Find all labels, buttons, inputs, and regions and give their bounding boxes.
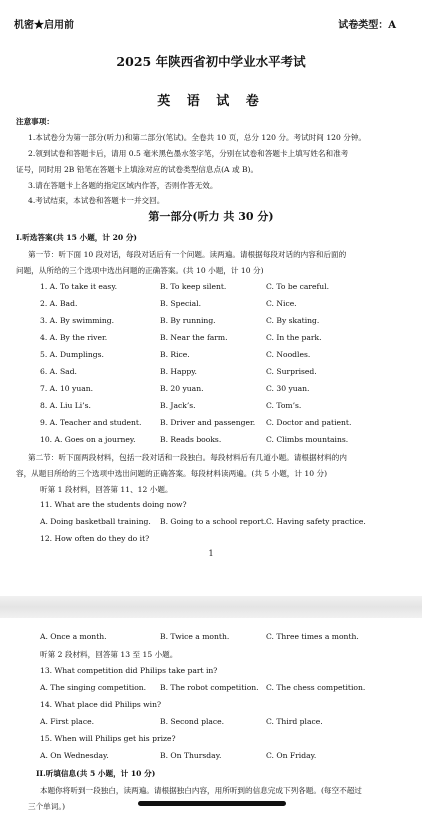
page-number: 1 (208, 549, 214, 558)
question-12: 12. How often do they do it? (40, 534, 150, 543)
question-13: 13. What competition did Philips take part in? (40, 666, 218, 675)
exam-title: 2025 年陕西省初中学业水平考试 (116, 54, 306, 69)
q3-option-c: C. By skating. (266, 316, 320, 325)
note-2-line-1: 2.领到试卷和答题卡后，请用 0.5 毫米黑色墨水签字笔，分别在试卷和答题卡上填写姓名和准考 (28, 149, 349, 158)
paper-type-label: 试卷类型：A (338, 20, 396, 31)
section1-heading: I.听选答案(共 15 小题，计 20 分) (16, 233, 138, 242)
q3-option-a: 3. A. By swimming. (40, 316, 115, 325)
q6-option-a: 6. A. Sad. (40, 367, 77, 376)
q15-option-a: A. On Wednesday. (40, 751, 109, 760)
q9-option-c: C. Doctor and patient. (266, 418, 352, 427)
q13-option-a: A. The singing competition. (40, 683, 147, 692)
q4-option-b: B. Near the farm. (160, 333, 228, 342)
q7-option-b: B. 20 yuan. (160, 384, 204, 393)
note-1: 1.本试卷分为第一部分(听力)和第二部分(笔试)。全卷共 10 页，总分 120 分。考试时间 120 分钟。 (28, 133, 367, 142)
q15-option-b: B. On Thursday. (160, 751, 222, 760)
q5-option-a: 5. A. Dumplings. (40, 350, 104, 359)
question-14: 14. What place did Philips win? (40, 700, 162, 709)
section1-part2-intro-line-1: 第二节：听下面两段材料，包括一段对话和一段独白。每段材料后有几道小题。请根据材料的内 (28, 453, 347, 462)
note-3: 3.请在答题卡上各题的指定区域内作答，否则作答无效。 (28, 181, 218, 190)
q4-option-c: C. In the park. (266, 333, 322, 342)
q10-option-b: B. Reads books. (160, 435, 222, 444)
q12-option-a: A. Once a month. (40, 632, 107, 641)
q8-option-c: C. Tom’s. (266, 401, 302, 410)
q6-option-c: C. Surprised. (266, 367, 317, 376)
q2-option-b: B. Special. (160, 299, 202, 308)
q3-option-b: B. By running. (160, 316, 216, 325)
part1-title: 第一部分(听力 共 30 分) (148, 210, 274, 223)
q14-option-a: A. First place. (40, 717, 94, 726)
q9-option-b: B. Driver and passenger. (160, 418, 256, 427)
q12-option-c: C. Three times a month. (266, 632, 359, 641)
q5-option-c: C. Noodles. (266, 350, 311, 359)
q11-option-a: A. Doing basketball training. (40, 517, 151, 526)
section1-intro-line-2: 问题，从所给的三个选项中选出问题的正确答案。(共 10 小题，计 10 分) (16, 266, 264, 275)
section1-intro-line-1: 第一节：听下面 10 段对话，每段对话后有一个问题。读两遍。请根据每段对话的内容和后面的 (28, 250, 347, 259)
q10-option-a: 10. A. Goes on a journey. (40, 435, 136, 444)
q2-option-a: 2. A. Bad. (40, 299, 78, 308)
note-4: 4.考试结束，本试卷和答题卡一并交回。 (28, 196, 165, 205)
confidential-label: 机密★启用前 (14, 20, 74, 31)
section2-heading: II.听填信息(共 5 小题，计 10 分) (36, 769, 156, 778)
section2-intro-line-1: 本题你将听到一段独白，读两遍。请根据独白内容，用所听到的信息完成下列各题。(每空不超过 (40, 786, 362, 795)
q10-option-c: C. Climbs mountains. (266, 435, 349, 444)
q8-option-a: 8. A. Liu Li’s. (40, 401, 91, 410)
q12-option-b: B. Twice a month. (160, 632, 230, 641)
q2-option-c: C. Nice. (266, 299, 297, 308)
q4-option-a: 4. A. By the river. (40, 333, 108, 342)
q1-option-b: B. To keep silent. (160, 282, 227, 291)
page-gap (0, 596, 422, 618)
q8-option-b: B. Jack’s. (160, 401, 196, 410)
notes-heading: 注意事项： (16, 117, 54, 126)
q14-option-b: B. Second place. (160, 717, 225, 726)
question-15: 15. When will Philips get his prize? (40, 734, 176, 743)
q1-option-a: 1. A. To take it easy. (40, 282, 118, 291)
material-2-instruction: 听第 2 段材料，回答第 13 至 15 小题。 (40, 650, 178, 659)
q6-option-b: B. Happy. (160, 367, 197, 376)
q7-option-c: C. 30 yuan. (266, 384, 310, 393)
exam-subtitle: 英 语 试 卷 (157, 94, 265, 109)
q13-option-b: B. The robot competition. (160, 683, 259, 692)
material-1-instruction: 听第 1 段材料，回答第 11、12 小题。 (40, 485, 173, 494)
q11-option-b: B. Going to a school report. (160, 517, 267, 526)
note-2-line-2: 证号，同时用 2B 铅笔在答题卡上填涂对应的试卷类型信息点(A 或 B)。 (16, 165, 259, 174)
q1-option-c: C. To be careful. (266, 282, 330, 291)
home-indicator[interactable] (138, 801, 286, 806)
question-11: 11. What are the students doing now? (40, 500, 187, 509)
q5-option-b: B. Rice. (160, 350, 190, 359)
q9-option-a: 9. A. Teacher and student. (40, 418, 142, 427)
exam-page-2 (0, 618, 422, 816)
q7-option-a: 7. A. 10 yuan. (40, 384, 94, 393)
section1-part2-intro-line-2: 容，从题目所给的三个选项中选出问题的正确答案。每段材料读两遍。(共 5 小题，计 10 分) (16, 469, 328, 478)
q11-option-c: C. Having safety practice. (266, 517, 366, 526)
q14-option-c: C. Third place. (266, 717, 323, 726)
q13-option-c: C. The chess competition. (266, 683, 366, 692)
q15-option-c: C. On Friday. (266, 751, 317, 760)
section2-intro-line-2: 三个单词。) (28, 802, 66, 811)
